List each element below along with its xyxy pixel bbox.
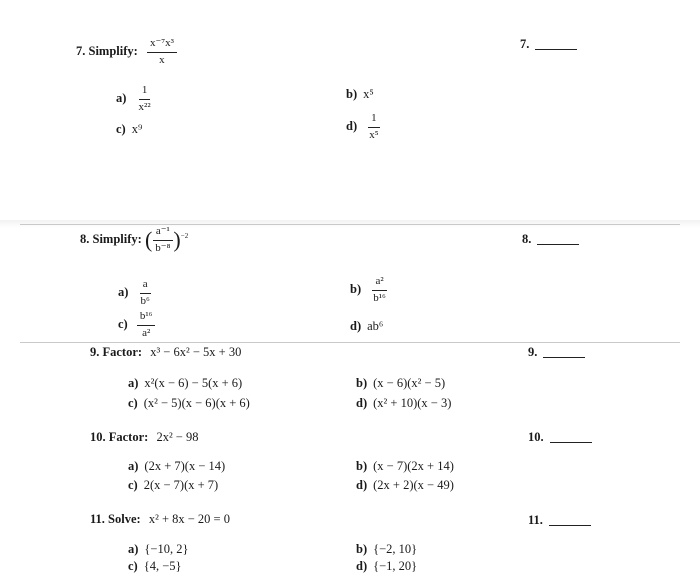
answer-blank-10[interactable] [528,430,592,445]
option-9d[interactable] [356,396,451,411]
answer-number: 7. [520,37,530,51]
option-7b[interactable] [346,87,374,102]
question-7 [76,38,177,66]
question-10-label: 10. Factor: [90,430,149,444]
option-label: a) [118,284,129,299]
option-label: a) [128,376,139,390]
answer-number: 9. [528,345,538,359]
option-expression: {−2, 10} [373,542,418,556]
fraction-numerator: a² [372,276,386,291]
option-11a[interactable] [128,542,188,557]
answer-line[interactable] [543,357,585,358]
question-7-label: 7. Simplify: [76,43,138,58]
answer-number: 10. [528,430,544,444]
answer-number: 8. [522,232,532,246]
option-10d[interactable] [356,478,454,493]
fraction-denominator: x²² [138,100,151,113]
option-label: b) [356,542,368,556]
option-label: d) [350,319,362,333]
option-label: c) [128,396,138,410]
option-expression: 2(x − 7)(x + 7) [143,478,219,492]
option-10a[interactable] [128,459,225,474]
option-label: d) [346,118,358,133]
option-label: c) [128,559,138,573]
fraction-denominator: x [159,53,165,66]
option-8d[interactable] [350,319,383,334]
section-divider [20,342,680,343]
question-9-expression: x³ − 6x² − 5x + 30 [150,345,242,359]
question-10 [90,430,199,445]
option-10b[interactable] [356,459,454,474]
option-label: a) [128,459,139,473]
fraction-numerator: a⁻¹ [153,226,173,241]
option-label: b) [346,87,358,101]
option-7d[interactable] [346,113,382,141]
fraction-numerator: a [140,279,151,294]
option-8a[interactable] [118,279,153,307]
answer-number: 11. [528,513,543,527]
option-7c[interactable] [116,122,142,137]
question-8-expression [152,226,173,254]
option-8c[interactable] [118,311,155,339]
option-expression: (x − 7)(2x + 14) [373,459,454,473]
fraction-numerator: x⁻⁷x³ [147,38,177,53]
fraction-denominator: a² [142,326,151,339]
option-expression: {−10, 2} [144,542,189,556]
fraction-denominator: b⁻⁸ [155,241,171,254]
option-7a[interactable] [116,85,154,113]
exponent: −2 [180,231,189,240]
option-10c[interactable] [128,478,218,493]
answer-line[interactable] [537,244,579,245]
option-expression [370,276,389,304]
answer-line[interactable] [535,49,577,50]
option-label: d) [356,559,368,573]
question-8-label: 8. Simplify: [80,231,142,246]
question-9-label: 9. Factor: [90,345,143,359]
option-8b[interactable] [350,276,389,304]
answer-blank-11[interactable] [528,513,591,528]
option-expression [366,113,381,141]
question-11 [90,512,230,527]
option-9c[interactable] [128,396,250,411]
option-9b[interactable] [356,376,445,391]
option-label: b) [350,281,362,296]
question-7-expression [147,38,177,66]
option-label: a) [116,90,127,105]
answer-line[interactable] [549,525,591,526]
option-expression: {−1, 20} [373,559,418,573]
option-expression: (2x + 7)(x − 14) [144,459,226,473]
option-expression: x⁹ [131,122,143,136]
fraction-numerator: b¹⁶ [137,311,156,326]
answer-blank-8[interactable] [522,232,579,247]
question-11-expression: x² + 8x − 20 = 0 [148,512,230,526]
question-8 [80,226,188,254]
option-expression: {4, −5} [143,559,182,573]
option-expression [137,311,156,339]
option-9a[interactable] [128,376,242,391]
answer-blank-7[interactable] [520,37,577,52]
option-expression: (x² − 5)(x − 6)(x + 6) [143,396,250,410]
option-expression [138,279,153,307]
answer-line[interactable] [550,442,592,443]
option-11c[interactable] [128,559,182,574]
option-label: b) [356,376,368,390]
option-label: d) [356,396,368,410]
option-label: c) [116,122,126,136]
option-expression: ab⁶ [367,319,384,333]
option-label: c) [128,478,138,492]
option-label: b) [356,459,368,473]
option-expression: (x² + 10)(x − 3) [373,396,452,410]
fraction-numerator: 1 [139,85,151,100]
question-9 [90,345,241,360]
section-divider [20,224,680,225]
fraction-denominator: b¹⁶ [373,291,386,304]
right-paren: ) [173,227,181,253]
question-11-label: 11. Solve: [90,512,141,526]
option-label: d) [356,478,368,492]
option-expression: x⁵ [363,87,374,101]
fraction-denominator: b⁶ [140,294,150,307]
option-11d[interactable] [356,559,417,574]
question-10-expression: 2x² − 98 [156,430,199,444]
option-11b[interactable] [356,542,417,557]
option-expression: (2x + 2)(x − 49) [373,478,454,492]
option-expression [136,85,154,113]
left-paren: ( [144,227,153,253]
fraction-numerator: 1 [368,113,380,128]
option-label: c) [118,316,128,331]
fraction-denominator: x⁵ [369,128,379,141]
option-expression: x²(x − 6) − 5(x + 6) [144,376,243,390]
option-expression: (x − 6)(x² − 5) [373,376,446,390]
answer-blank-9[interactable] [528,345,585,360]
option-label: a) [128,542,139,556]
